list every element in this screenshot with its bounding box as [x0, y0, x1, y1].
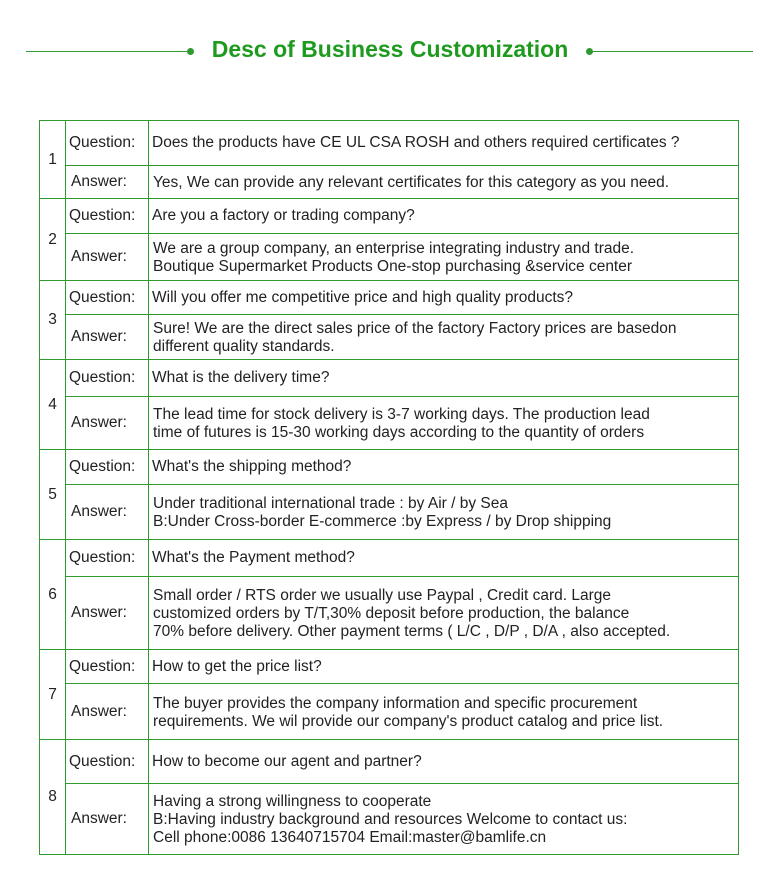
question-text: Will you offer me competitive price and high quality products? — [149, 281, 739, 315]
answer-line: B:Under Cross-border E-commerce :by Express / by Drop shipping — [153, 513, 612, 530]
answer-line: We are a group company, an enterprise integrating industry and trade. — [153, 240, 635, 257]
faq-question-row — [40, 281, 739, 315]
answer-label: Answer: — [66, 397, 149, 450]
answer-line: Cell phone:0086 13640715704 Email:master@bamlife.cn — [153, 829, 547, 846]
faq-number: 7 — [40, 650, 66, 740]
answer-line: time of futures is 15-30 working days according to the quantity of orders — [153, 424, 645, 441]
answer-label: Answer: — [66, 577, 149, 650]
answer-text — [149, 485, 739, 540]
answer-line: customized orders by T/T,30% deposit before production, the balance — [153, 605, 630, 622]
answer-text — [149, 234, 739, 281]
question-text: How to become our agent and partner? — [149, 740, 739, 784]
question-label: Question: — [66, 281, 149, 315]
answer-text — [149, 166, 739, 199]
answer-text — [149, 784, 739, 855]
faq-question-row — [40, 199, 739, 234]
answer-label: Answer: — [66, 684, 149, 740]
faq-question-row — [40, 450, 739, 485]
faq-answer-row — [40, 166, 739, 199]
faq-answer-row — [40, 315, 739, 360]
answer-line: The lead time for stock delivery is 3-7 working days. The production lead — [153, 406, 650, 423]
answer-line: different quality standards. — [153, 338, 335, 355]
faq-number: 5 — [40, 450, 66, 540]
answer-text — [149, 397, 739, 450]
answer-label: Answer: — [66, 784, 149, 855]
answer-line: Having a strong willingness to cooperate — [153, 793, 432, 810]
faq-answer-row — [40, 234, 739, 281]
faq-answer-row — [40, 485, 739, 540]
answer-line: B:Having industry background and resources Welcome to contact us: — [153, 811, 628, 828]
question-label: Question: — [66, 199, 149, 234]
faq-question-row — [40, 650, 739, 684]
faq-table — [39, 120, 739, 855]
faq-number: 8 — [40, 740, 66, 855]
answer-label: Answer: — [66, 234, 149, 281]
question-label: Question: — [66, 540, 149, 577]
answer-line: Sure! We are the direct sales price of the factory Factory prices are basedon — [153, 320, 677, 337]
faq-question-row — [40, 121, 739, 166]
faq-question-row — [40, 540, 739, 577]
answer-line: Boutique Supermarket Products One-stop purchasing &service center — [153, 258, 633, 275]
question-text: Does the products have CE UL CSA ROSH and others required certificates ? — [149, 121, 739, 166]
answer-label: Answer: — [66, 485, 149, 540]
answer-text — [149, 315, 739, 360]
answer-label: Answer: — [66, 166, 149, 199]
question-text: Are you a factory or trading company? — [149, 199, 739, 234]
header-rule-right — [590, 51, 753, 52]
question-label: Question: — [66, 450, 149, 485]
question-text: What is the delivery time? — [149, 360, 739, 397]
answer-line: Small order / RTS order we usually use Paypal , Credit card. Large — [153, 587, 612, 604]
answer-text — [149, 577, 739, 650]
faq-answer-row — [40, 577, 739, 650]
faq-number: 1 — [40, 121, 66, 199]
page-header — [0, 30, 780, 70]
faq-answer-row — [40, 784, 739, 855]
faq-answer-row — [40, 397, 739, 450]
faq-number: 4 — [40, 360, 66, 450]
faq-answer-row — [40, 684, 739, 740]
faq-number: 2 — [40, 199, 66, 281]
question-text: What's the shipping method? — [149, 450, 739, 485]
faq-number: 3 — [40, 281, 66, 360]
answer-text — [149, 684, 739, 740]
page-title: Desc of Business Customization — [211, 36, 569, 62]
answer-line: The buyer provides the company information and specific procurement — [153, 694, 638, 712]
faq-number: 6 — [40, 540, 66, 650]
faq-question-row — [40, 740, 739, 784]
question-label: Question: — [66, 360, 149, 397]
answer-line: 70% before delivery. Other payment terms ( L/C , D/P , D/A , also accepted. — [153, 623, 671, 640]
question-label: Question: — [66, 650, 149, 684]
answer-label: Answer: — [66, 315, 149, 360]
question-label: Question: — [66, 121, 149, 166]
question-text: What's the Payment method? — [149, 540, 739, 577]
question-label: Question: — [66, 740, 149, 784]
faq-question-row — [40, 360, 739, 397]
answer-line: Yes, We can provide any relevant certificates for this category as you need. — [153, 174, 670, 191]
answer-line: Under traditional international trade : by Air / by Sea — [153, 495, 508, 512]
answer-line: requirements. We wil provide our company's product catalog and price list. — [153, 712, 664, 730]
question-text: How to get the price list? — [149, 650, 739, 684]
